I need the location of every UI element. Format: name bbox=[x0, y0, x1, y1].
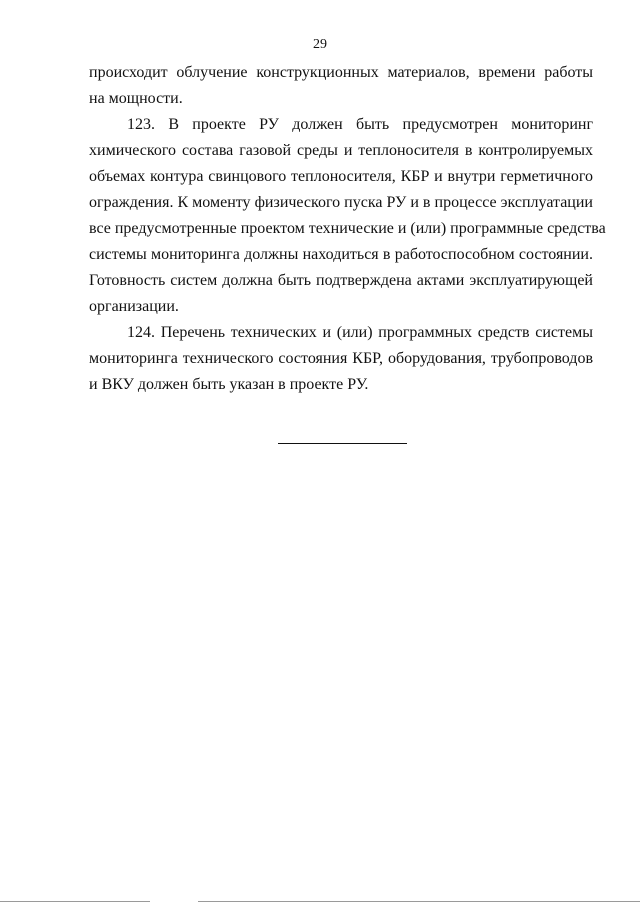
text-line: и ВКУ должен быть указан в проекте РУ. bbox=[89, 376, 369, 393]
text-line: ограждения. К моменту физического пуска РУ и в процессе эксплуатации bbox=[89, 194, 593, 211]
closing-rule bbox=[278, 443, 407, 444]
paragraph-124 bbox=[89, 320, 593, 398]
text-line: организации. bbox=[89, 298, 179, 315]
body-text bbox=[89, 60, 606, 398]
text-line: мониторинга технического состояния КБР, оборудования, трубопроводов bbox=[89, 350, 593, 367]
paragraph-123 bbox=[89, 112, 606, 320]
text-line: системы мониторинга должны находиться в работоспособном состоянии. bbox=[89, 246, 593, 263]
scan-edge-line bbox=[198, 901, 640, 902]
text-line: на мощности. bbox=[89, 90, 183, 107]
page-number: 29 bbox=[313, 37, 327, 52]
text-line: 124. Перечень технических и (или) программных средств системы bbox=[127, 324, 593, 341]
scan-edge-line bbox=[0, 901, 150, 902]
scan-bottom-edge bbox=[0, 899, 640, 905]
text-line: химического состава газовой среды и теплоносителя в контролируемых bbox=[89, 142, 593, 159]
text-line: происходит облучение конструкционных материалов, времени работы bbox=[89, 64, 593, 81]
text-line: Готовность систем должна быть подтверждена актами эксплуатирующей bbox=[89, 272, 593, 289]
text-line: объемах контура свинцового теплоносителя, КБР и внутри герметичного bbox=[89, 168, 593, 185]
text-line: 123. В проекте РУ должен быть предусмотрен мониторинг bbox=[127, 116, 593, 133]
text-line: все предусмотренные проектом технические и (или) программные средства bbox=[89, 220, 606, 237]
paragraph-continuation bbox=[89, 60, 593, 112]
